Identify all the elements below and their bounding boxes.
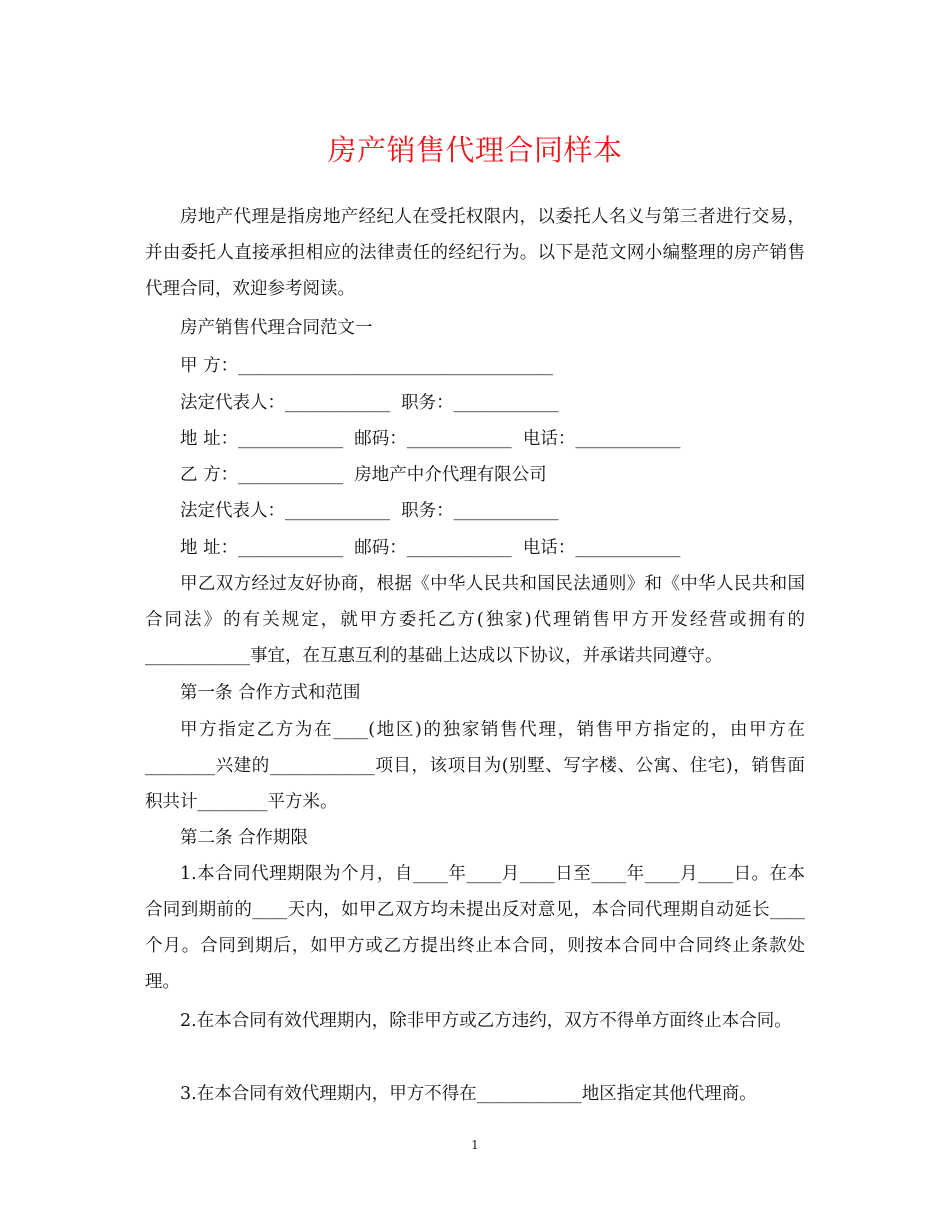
clause-1-paragraph: 1.本合同代理期限为个月，自____年____月____日至____年____月____日。在本合同到期前的____天内，如甲乙双方均未提出反对意见，本合同代理期自动延长____个月。合同到期后，如甲方或乙方提出终止本合同，则按本合同中合同终止条款处理。 (145, 864, 805, 992)
article-2-heading: 第二条 合作期限 (180, 828, 309, 848)
document-title: 房产销售代理合同样本 (327, 133, 623, 167)
party-a-address-line: 地 址：____________ 邮码：____________ 电话：____________ (180, 429, 681, 449)
party-b-representative-line: 法定代表人：____________ 职务：____________ (180, 501, 559, 521)
sample-heading: 房产销售代理合同范文一 (180, 318, 373, 338)
clause-2-paragraph: 2.在本合同有效代理期内，除非甲方或乙方违约，双方不得单方面终止本合同。 (180, 1011, 792, 1031)
clause-3-paragraph: 3.在本合同有效代理期内，甲方不得在____________地区指定其他代理商。 (180, 1084, 757, 1104)
party-b-address-line: 地 址：____________ 邮码：____________ 电话：____________ (180, 538, 681, 558)
article-1-heading: 第一条 合作方式和范围 (180, 683, 361, 703)
party-a-line: 甲 方：____________________________________ (180, 356, 554, 376)
party-b-line: 乙 方：____________ 房地产中介代理有限公司 (180, 465, 547, 485)
party-a-representative-line: 法定代表人：____________ 职务：____________ (180, 393, 559, 413)
page-number: 1 (471, 1138, 479, 1152)
preamble-paragraph: 甲乙双方经过友好协商，根据《中华人民共和国民法通则》和《中华人民共和国合同法》的有关规定，就甲方委托乙方(独家)代理销售甲方开发经营或拥有的____________事宜，在互惠互利的基础上达成以下协议，并承诺共同遵守。 (145, 574, 805, 666)
intro-paragraph: 房地产代理是指房地产经纪人在受托权限内，以委托人名义与第三者进行交易，并由委托人直接承担相应的法律责任的经纪行为。以下是范文网小编整理的房产销售代理合同，欢迎参考阅读。 (145, 207, 805, 299)
article-1-paragraph: 甲方指定乙方为在____(地区)的独家销售代理，销售甲方指定的，由甲方在________兴建的____________项目，该项目为(别墅、写字楼、公寓、住宅)，销售面积共计________平方米。 (145, 720, 805, 812)
